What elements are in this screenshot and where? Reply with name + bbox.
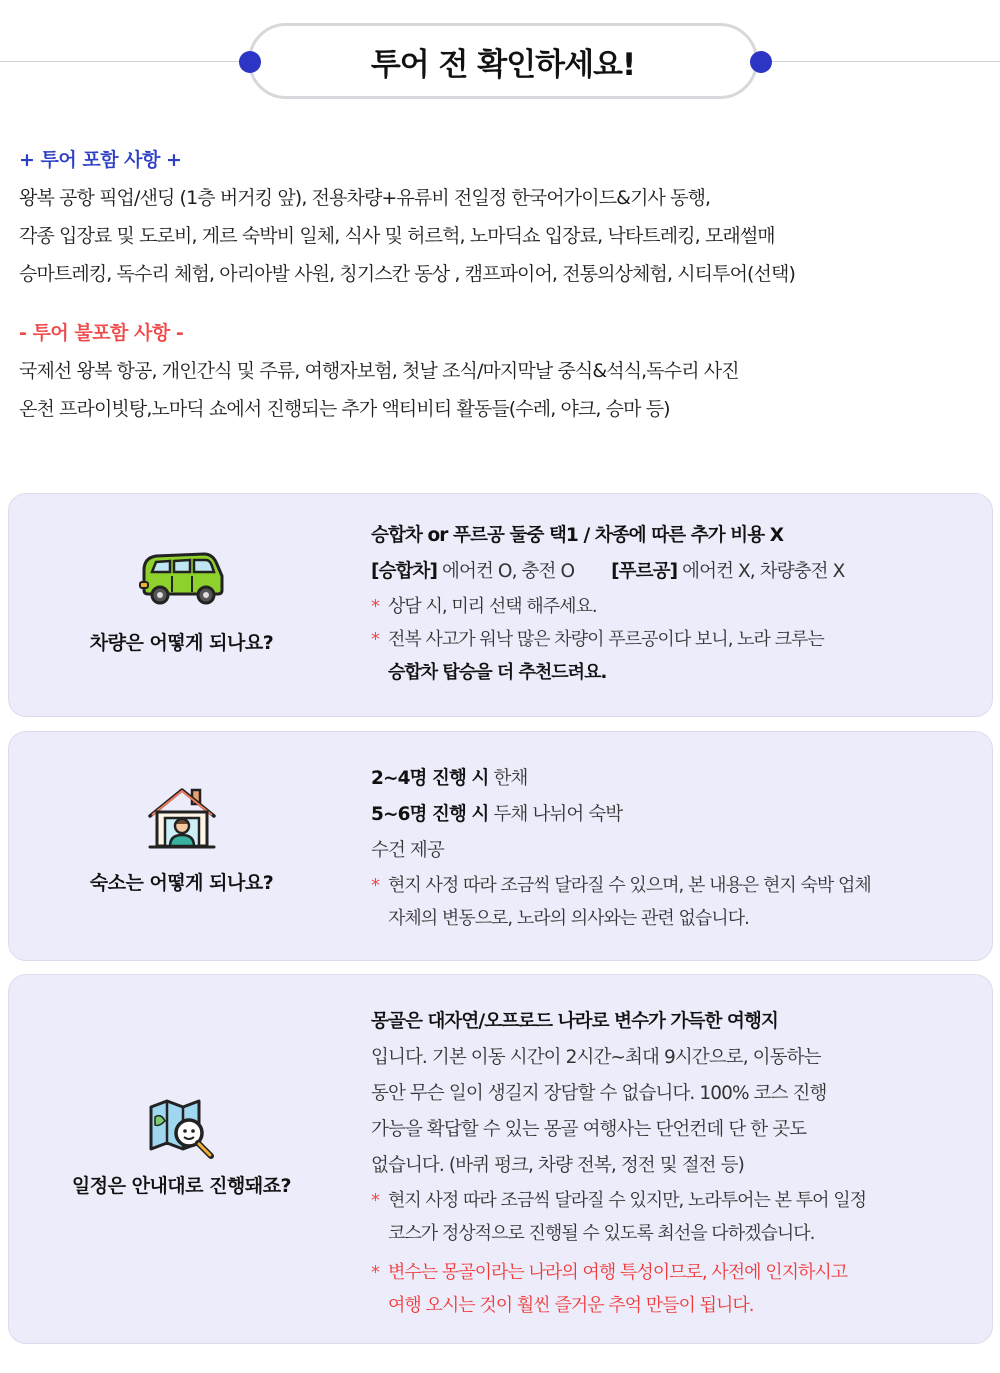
excluded-line: 온천 프라이빗탕,노마딕 쇼에서 진행되는 추가 액티비티 활동들(수레, 야크, 승마 등) xyxy=(19,398,670,420)
header-rule-right xyxy=(745,61,1000,62)
van-label: [승합차] xyxy=(371,561,438,582)
schedule-warning-text: 여행 오시는 것이 훨씬 즐거운 추억 만들이 됩니다. xyxy=(388,1295,754,1316)
schedule-note xyxy=(371,1184,866,1250)
page-title: 투어 전 확인하세요! xyxy=(370,46,636,83)
included-section xyxy=(19,141,994,293)
vehicle-note-text: 전복 사고가 워낙 많은 차량이 푸르공이다 보니, 노라 크루는 xyxy=(388,629,824,650)
schedule-body-line: 동안 무슨 일이 생길지 장담할 수 없습니다. 100% 코스 진행 xyxy=(371,1083,827,1104)
schedule-headline xyxy=(371,1004,866,1040)
van-icon xyxy=(138,550,226,606)
vehicle-question: 차량은 어떻게 되나요? xyxy=(89,632,274,654)
note-marker: * xyxy=(371,875,379,896)
lodging-text: 한채 xyxy=(488,768,528,789)
lodging-bold: 2~4명 진행 시 xyxy=(371,768,489,789)
schedule-body-line: 입니다. 기본 이동 시간이 2시간~최대 9시간으로, 이동하는 xyxy=(371,1047,821,1068)
note-marker: * xyxy=(371,1262,379,1283)
lodging-line xyxy=(371,797,871,833)
map-search-icon xyxy=(147,1097,217,1161)
included-line: 왕복 공항 픽업/샌딩 (1층 버거킹 앞), 전용차량+유류비 전일정 한국어가이드&기사 동행, xyxy=(19,187,711,209)
lodging-question: 숙소는 어떻게 되나요? xyxy=(89,872,274,894)
schedule-warning-note xyxy=(371,1256,866,1322)
vehicle-note-emphasis: 승합차 탑승을 더 추천드려요. xyxy=(388,662,607,683)
schedule-warning-text: 변수는 몽골이라는 나라의 여행 특성이므로, 사전에 인지하시고 xyxy=(388,1262,848,1283)
note-marker: * xyxy=(371,596,379,617)
vehicle-card xyxy=(8,493,993,717)
included-heading: + 투어 포함 사항 + xyxy=(19,149,182,171)
vehicle-note xyxy=(371,590,844,623)
included-line: 승마트레킹, 독수리 체험, 아리아발 사원, 칭기스칸 동상 , 캠프파이어, 전통의상체험, 시티투어(선택) xyxy=(19,263,795,285)
purgon-desc: 에어컨 X, 차량충전 X xyxy=(677,561,845,582)
schedule-note-text: 코스가 정상적으로 진행될 수 있도록 최선을 다하겠습니다. xyxy=(388,1223,815,1244)
schedule-note-text: 현지 사정 따라 조금씩 달라질 수 있지만, 노라투어는 본 투어 일정 xyxy=(388,1190,867,1211)
excluded-section xyxy=(19,314,994,428)
schedule-question: 일정은 안내대로 진행돼죠? xyxy=(71,1175,292,1197)
lodging-bold: 5~6명 진행 시 xyxy=(371,804,489,825)
purgon-label: [푸르공] xyxy=(611,561,678,582)
vehicle-note-text: 상담 시, 미리 선택 해주세요. xyxy=(388,596,597,617)
included-line: 각종 입장료 및 도로비, 게르 숙박비 일체, 식사 및 허르헉, 노마딕쇼 입장료, 낙타트레킹, 모래썰매 xyxy=(19,225,775,247)
lodging-text: 두채 나뉘어 숙박 xyxy=(488,804,623,825)
schedule-body-line: 없습니다. (바퀴 펑크, 차량 전복, 정전 및 절전 등) xyxy=(371,1155,744,1176)
house-person-icon xyxy=(146,784,218,850)
lodging-card xyxy=(8,731,993,961)
note-marker: * xyxy=(371,1190,379,1211)
excluded-heading: - 투어 불포함 사항 - xyxy=(19,322,184,344)
note-marker: * xyxy=(371,629,379,650)
header-dot-right xyxy=(750,51,772,73)
vehicle-options xyxy=(371,554,844,590)
lodging-note-text: 자체의 변동으로, 노라의 의사와는 관련 없습니다. xyxy=(388,908,749,929)
vehicle-line xyxy=(371,518,844,554)
van-desc: 에어컨 O, 충전 O xyxy=(437,561,575,582)
header-rule-left xyxy=(0,61,255,62)
schedule-card xyxy=(8,974,993,1344)
header-pill xyxy=(248,23,758,99)
excluded-line: 국제선 왕복 항공, 개인간식 및 주류, 여행자보험, 첫날 조식/마지막날 중식&석식,독수리 사진 xyxy=(19,360,739,382)
vehicle-headline: 승합차 or 푸르공 둘중 택1 / 차종에 따른 추가 비용 X xyxy=(371,525,784,546)
schedule-headline-text: 몽골은 대자연/오프로드 나라로 변수가 가득한 여행지 xyxy=(371,1011,778,1032)
lodging-note xyxy=(371,869,871,935)
vehicle-note xyxy=(371,623,844,689)
lodging-note-text: 현지 사정 따라 조금씩 달라질 수 있으며, 본 내용은 현지 숙박 업체 xyxy=(388,875,871,896)
lodging-line xyxy=(371,761,871,797)
header-dot-left xyxy=(239,51,261,73)
schedule-body-line: 가능을 확답할 수 있는 몽골 여행사는 단언컨데 단 한 곳도 xyxy=(371,1119,807,1140)
lodging-line: 수건 제공 xyxy=(371,840,444,861)
